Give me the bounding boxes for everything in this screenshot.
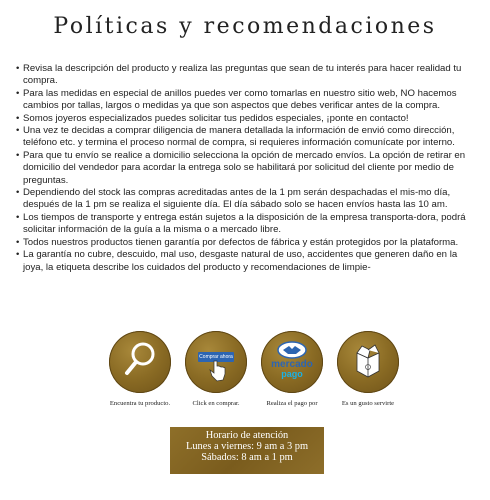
bullet: •	[16, 149, 20, 161]
step-gift	[332, 331, 404, 407]
step-payment	[256, 331, 328, 407]
brand-line1: mercado	[271, 359, 313, 370]
brand-line2: pago	[281, 369, 303, 379]
page-title: Políticas y recomendaciones	[53, 14, 437, 39]
click-buy-icon	[185, 331, 247, 393]
hours-heading: Horario de atención	[205, 430, 289, 441]
bullet: •	[16, 112, 20, 124]
buy-now-button-graphic: Comprar ahora	[199, 354, 233, 360]
bullet: •	[16, 211, 20, 223]
gift-box-icon	[337, 331, 399, 393]
policies-list	[16, 63, 474, 274]
list-item: • Todos nuestros productos tienen garantía por defectos de fábrica y están protegidos por la plataforma.	[16, 236, 459, 248]
list-item: • Somos joyeros especializados puedes solicitar tus pedidos especiales, ¡ponte en contacto!	[16, 112, 409, 124]
step-label: Encuentra tu producto.	[109, 400, 171, 407]
magnifier-icon	[109, 331, 171, 393]
list-item: • Los tiempos de transporte y entrega están sujetos a la disposición de la empresa transporta-dora, podrá solicitar información de la guía a la misma o a mercado libre.	[16, 211, 466, 236]
bullet: •	[16, 125, 20, 137]
business-hours	[170, 427, 324, 474]
mercado-pago-icon	[261, 331, 323, 393]
list-item: • Para que tu envío se realice a domicilio selecciona la opción de mercado envíos. La opción de retirar en domicilio del vendedor para acordar la entrega solo se habilitará por solicitud del cliente por medio de preguntas.	[16, 149, 466, 186]
list-item: • Dependiendo del stock las compras acreditadas antes de la 1 pm serán despachadas el mis-mo día, después de la 1 pm se realiza el siguiente día. El día sábado solo se hacen envíos hasta las 10 am.	[16, 187, 451, 211]
bullet: •	[16, 87, 20, 99]
bullet: •	[16, 63, 20, 74]
hours-weekdays: Lunes a viernes: 9 am a 3 pm	[185, 441, 309, 452]
step-label: Es un gusto servirte	[341, 400, 395, 407]
list-item: • Una vez te decidas a comprar diligencia de manera detallada la información de envió como dirección, teléfono etc. y termina el proceso normal de compra, si requieres información comunícate por interno.	[16, 125, 455, 149]
hand-pointer-icon	[185, 331, 247, 393]
step-label: Click en comprar.	[192, 400, 240, 407]
step-click-buy	[180, 331, 252, 407]
purchase-steps	[104, 331, 404, 421]
list-item: • La garantía no cubre, descuido, mal uso, desgaste natural de uso, accidentes que generen daño en la joya, la etiqueta describe los cuidados del producto y recomendaciones de limpie-	[16, 249, 458, 273]
step-label: Realiza el pago por	[266, 400, 318, 407]
hours-saturday: Sábados: 8 am a 1 pm	[201, 452, 293, 463]
bullet: •	[16, 249, 20, 261]
bullet: •	[16, 236, 20, 248]
list-item: • Revisa la descripción del producto y realiza las preguntas que sean de tu interés para hacer realidad tu compra.	[16, 63, 462, 87]
list-item: • Para las medidas en especial de anillos puedes ver como tomarlas en nuestro sitio web, NO hacemos cambios por tallas, largos o medidas ya que son aspectos que debes verificar antes de la compra.	[16, 87, 457, 112]
step-find-product	[104, 331, 176, 407]
bullet: •	[16, 187, 20, 199]
